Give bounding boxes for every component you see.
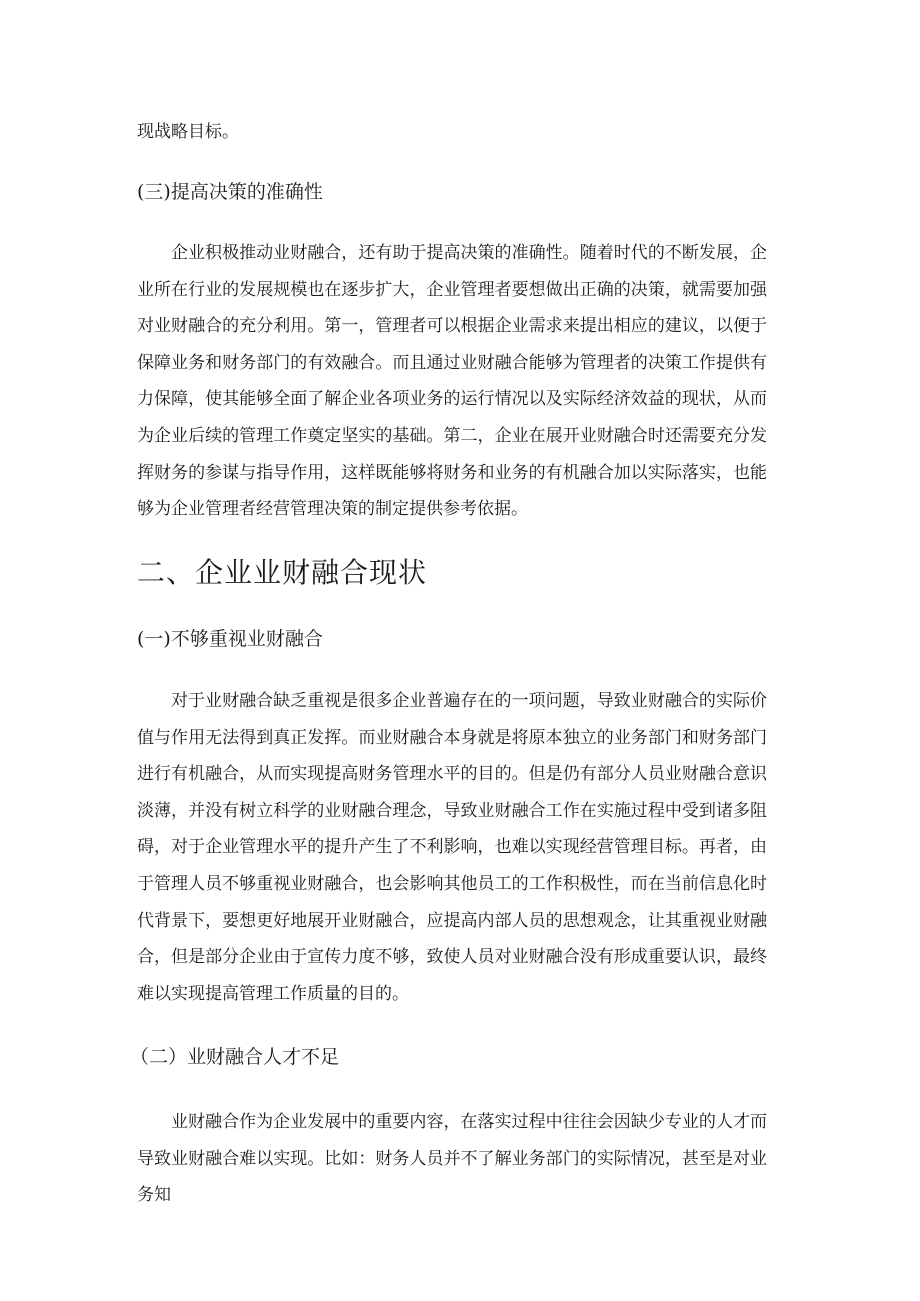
section-heading-3: (三)提高决策的准确性 xyxy=(137,181,323,203)
chapter-heading-2: 二、企业业财融合现状 xyxy=(137,556,428,589)
continuation-text: 现战略目标。 xyxy=(137,122,239,142)
paragraph-text: 对于业财融合缺乏重视是很多企业普遍存在的一项问题，导致业财融合的实际价值与作用无法得到真正发挥。而业财融合本身就是将原本独立的业务部门和财务部门进行有机融合，从而实现提高财务管理水平的目的。但是仍有部分人员业财融合意识淡薄，并没有树立科学的业财融合理念，导致业财融合工作在实施过程中受到诸多阻碍，对于企业管理水平的提升产生了不利影响，也难以实现经营管理目标。再者，由于管理人员不够重视业财融合，也会影响其他员工的工作积极性，而在当前信息化时代背景下，要想更好地展开业财融合，应提高内部人员的思想观念，让其重视业财融合，但是部分企业由于宣传力度不够，致使人员对业财融合没有形成重要认识，最终难以实现提高管理工作质量的目的。 xyxy=(137,691,767,1004)
subsection-1-paragraph xyxy=(137,683,767,1012)
subsection-2-paragraph xyxy=(137,1104,767,1214)
paragraph-text: 企业积极推动业财融合，还有助于提高决策的准确性。随着时代的不断发展，企业所在行业的发展规模也在逐步扩大，企业管理者要想做出正确的决策，就需要加强对业财融合的充分利用。第一，管理者可以根据企业需求来提出相应的建议，以便于保障业务和财务部门的有效融合。而且通过业财融合能够为管理者的决策工作提供有力保障，使其能够全面了解企业各项业务的运行情况以及实际经济效益的现状，从而为企业后续的管理工作奠定坚实的基础。第二，企业在展开业财融合时还需要充分发挥财务的参谋与指导作用，这样既能够将财务和业务的有机融合加以实际落实，也能够为企业管理者经营管理决策的制定提供参考依据。 xyxy=(137,243,767,520)
subsection-heading-2: （二）业财融合人才不足 xyxy=(130,1046,340,1068)
subsection-heading-1: (一)不够重视业财融合 xyxy=(137,628,323,650)
paragraph-text: 业财融合作为企业发展中的重要内容，在落实过程中往往会因缺少专业的人才而导致业财融合难以实现。比如：财务人员并不了解业务部门的实际情况，甚至是对业务知 xyxy=(137,1112,767,1206)
section-3-paragraph xyxy=(137,235,767,528)
